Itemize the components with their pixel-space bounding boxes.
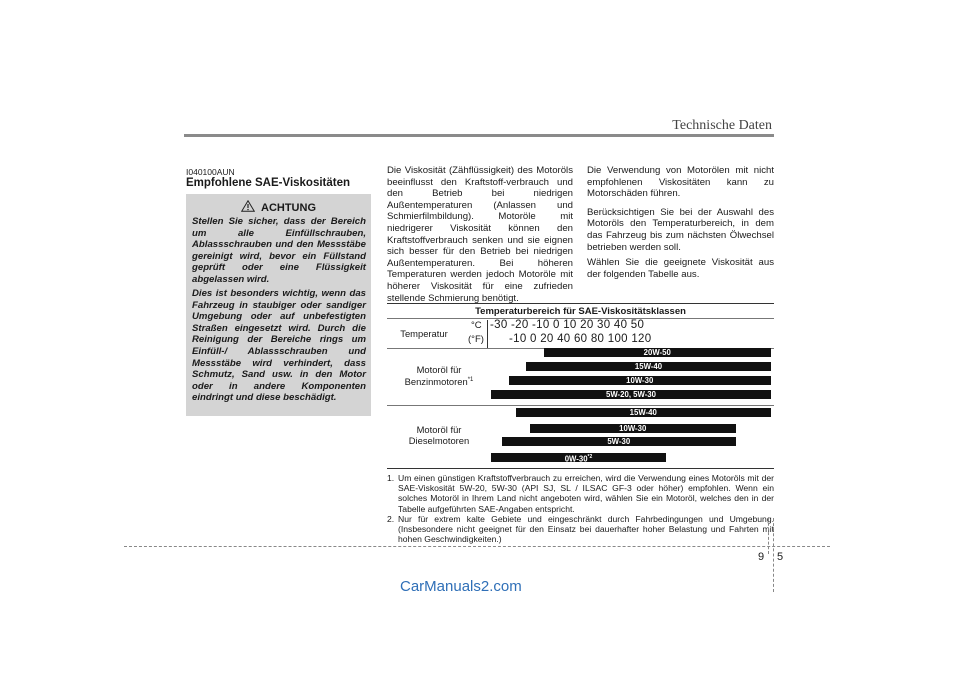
article-heading: Empfohlene SAE-Viskositäten bbox=[186, 177, 351, 189]
footnote-1-text: Um einen günstigen Kraftstoffverbrauch zu erreichen, wird die Verwendung eines Motoröls mit der SAE-Viskosität 5W-20, 5W-30 (API SJ, SL / ILSAC GF-3 oder höher) empfohlen. Wenn ein solches Motoröl in Ihrem Land nicht angeboten wird, wählen Sie ein Motoröl, welches den in der Tabelle aufgeführten SAE-Angaben entspricht. bbox=[398, 473, 774, 514]
footer-rule bbox=[124, 546, 830, 547]
advice-paragraph-3: Wählen Sie die geeignete Viskosität aus der folgenden Tabelle aus. bbox=[587, 257, 774, 280]
fahrenheit-ticks: -10 0 20 40 60 80 100 120 bbox=[509, 333, 652, 345]
warning-header bbox=[186, 200, 371, 214]
warning-title: ACHTUNG bbox=[261, 202, 316, 214]
footnote-1 bbox=[387, 473, 774, 514]
diesel-bar-label: 15W-40 bbox=[629, 408, 657, 417]
diesel-bar-footnote-marker: *2 bbox=[587, 454, 593, 460]
advice-paragraph-2: Berücksichtigen Sie bei der Auswahl des Motoröls den Temperaturbereich, in dem das Fahrzeug bis zum nächsten Ölwechsel betrieben werden soll. bbox=[587, 206, 774, 253]
warning-triangle-icon bbox=[241, 200, 255, 212]
gasoline-bar bbox=[544, 348, 772, 357]
diesel-bar bbox=[502, 437, 737, 446]
viscosity-intro-column bbox=[387, 165, 573, 304]
article-code: I040100AUN bbox=[186, 167, 235, 177]
diesel-bar-label: 10W-30 bbox=[619, 424, 647, 433]
viscosity-intro-paragraph: Die Viskosität (Zähflüssigkeit) des Motoröls beeinflusst den Kraftstoff-verbrauch und den Betrieb bei niedrigen Außentemperaturen (Anlassen und Schmierfilmbildung). Motoröle mit niedrigerer Viskosität können den Kraftstoffverbrauch senken und sie eignen sich besser für den Betrieb bei niedrigen Außentemperaturen. Bei höheren Temperaturen werden jedoch Motoröle mit höherer Viskosität für eine zufrieden stellende Schmierung benötigt. bbox=[387, 165, 573, 304]
gasoline-bar-label: 20W-50 bbox=[643, 348, 671, 357]
diesel-bar bbox=[516, 408, 772, 417]
page-divider-line bbox=[768, 518, 769, 554]
gasoline-bar-label: 5W-20, 5W-30 bbox=[606, 390, 656, 399]
gasoline-bar-label: 15W-40 bbox=[634, 362, 663, 371]
gasoline-bar bbox=[509, 376, 772, 385]
temperature-row-label: Temperatur bbox=[400, 328, 448, 339]
watermark-link[interactable]: CarManuals2.com bbox=[400, 578, 522, 595]
warning-paragraph-2: Dies ist besonders wichtig, wenn das Fahrzeug in staubiger oder sandiger Umgebung oder auf unbefestigten Straßen eingesetzt wird. Durch die Reinigung der Bereiche rings um Einfüll-/ Ablassschrauben und Messstäbe wird verhindert, dass Schmutz, Sand usw. in den Motor oder in andere Komponenten eindringt und diese beschädigt. bbox=[192, 288, 366, 404]
celsius-unit: °C bbox=[471, 320, 482, 331]
warning-box bbox=[186, 194, 371, 416]
gasoline-engine-label bbox=[387, 364, 491, 387]
footnote-2 bbox=[387, 514, 774, 545]
advice-paragraph-1: Die Verwendung von Motorölen mit nicht empfohlenen Viskositäten kann zu Motorschäden führen. bbox=[587, 165, 774, 200]
gasoline-engine-label-text: Motoröl für Benzinmotoren bbox=[404, 364, 468, 388]
diesel-bar-label: 5W-30 bbox=[607, 437, 631, 446]
section-title: Technische Daten bbox=[672, 118, 772, 133]
footnote-2-number: 2. bbox=[387, 513, 395, 524]
chart-divider bbox=[387, 405, 774, 406]
diesel-bar-label: 0W-30$^{*2}$ bbox=[564, 454, 593, 464]
temperature-axis-divider bbox=[487, 320, 488, 348]
viscosity-advice-column bbox=[587, 165, 774, 280]
celsius-ticks: -30 -20 -10 0 10 20 30 40 50 bbox=[490, 319, 645, 331]
chart-title: Temperaturbereich für SAE-Viskositätsklassen bbox=[475, 306, 686, 317]
page-number: 5 bbox=[777, 551, 784, 563]
footnote-1-number: 1. bbox=[387, 473, 395, 483]
footnotes bbox=[387, 473, 774, 544]
diesel-bar bbox=[530, 424, 737, 433]
diesel-bar bbox=[491, 453, 666, 462]
warning-paragraph-1: Stellen Sie sicher, dass der Bereich um alle Einfüllschrauben, Ablassschrauben und den Messstäbe gereinigt wird, bevor ein Füllstand geprüft oder eine Flüssigkeit abgelassen wird. bbox=[192, 216, 366, 285]
header-rule bbox=[184, 134, 774, 137]
gasoline-bar bbox=[526, 362, 771, 371]
viscosity-chart bbox=[387, 303, 774, 469]
gasoline-bar bbox=[491, 390, 771, 399]
footnote-2-text: Nur für extrem kalte Gebiete und eingeschränkt durch Fahrbedingungen und Umgebung. (Insbesondere nicht geeignet für den Einsatz bei dauerhafter hoher Belastung und Fahrten mit hohen Geschwindigkeiten.) bbox=[398, 513, 774, 545]
fahrenheit-unit: (°F) bbox=[468, 334, 484, 345]
gasoline-bar-label: 10W-30 bbox=[626, 376, 654, 385]
page-crop-line bbox=[773, 518, 774, 592]
gasoline-footnote-marker: *1 bbox=[467, 377, 474, 383]
diesel-engine-label: Motoröl für Dieselmotoren bbox=[408, 424, 470, 446]
page-number-section: 9 bbox=[758, 551, 765, 563]
